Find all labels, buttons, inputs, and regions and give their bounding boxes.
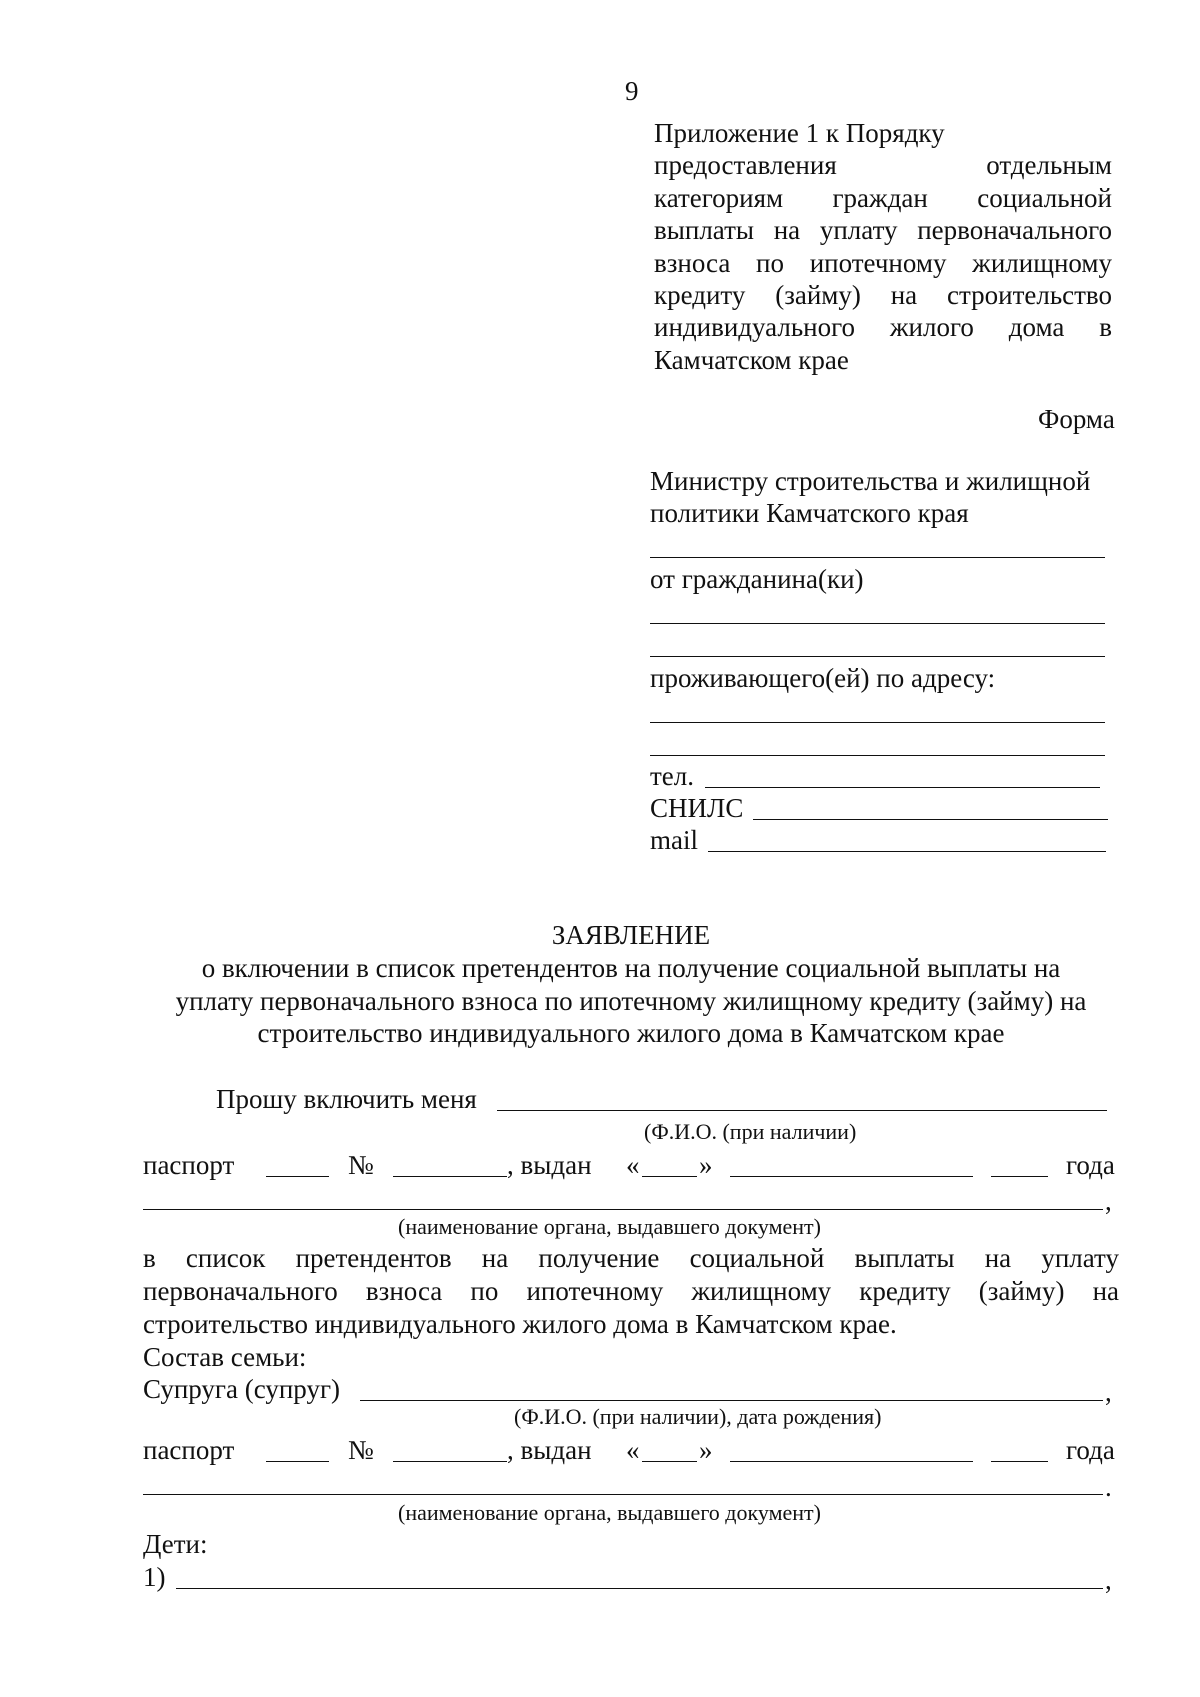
- request-label: Прошу включить меня: [216, 1084, 477, 1114]
- family-label: Состав семьи:: [143, 1342, 307, 1372]
- number-sign: №: [348, 1150, 374, 1180]
- comma: ,: [1105, 1377, 1112, 1407]
- address-label: проживающего(ей) по адресу:: [650, 663, 996, 693]
- children-label: Дети:: [143, 1529, 208, 1559]
- from-citizen-label: от гражданина(ки): [650, 564, 864, 594]
- document-title: ЗАЯВЛЕНИЕ: [551, 920, 711, 950]
- spouse-hint: (Ф.И.О. (при наличии), дата рождения): [514, 1404, 882, 1429]
- tel-field[interactable]: [705, 787, 1100, 788]
- passport-label: паспорт: [143, 1150, 235, 1180]
- address-line[interactable]: [650, 722, 1105, 723]
- issue-day-field[interactable]: [642, 1461, 697, 1462]
- year-label: года: [1066, 1435, 1115, 1465]
- passport-label: паспорт: [143, 1435, 235, 1465]
- appendix-line: Камчатском крае: [654, 345, 849, 375]
- paragraph-line: в список претендентов на получение социальной выплаты на уплату: [143, 1243, 1119, 1273]
- appendix-line: взноса по ипотечному жилищному: [654, 248, 1112, 278]
- issue-year-field[interactable]: [991, 1176, 1048, 1177]
- passport-series-field[interactable]: [266, 1461, 329, 1462]
- citizen-name-line[interactable]: [650, 623, 1105, 624]
- appendix-line: индивидуального жилого дома в: [654, 312, 1112, 342]
- document-subtitle-line: о включении в список претендентов на получение социальной выплаты на: [201, 953, 1061, 983]
- addressee-line: Министру строительства и жилищной: [650, 466, 1091, 496]
- issuer-field[interactable]: [143, 1209, 1103, 1210]
- addressee-blank-line[interactable]: [650, 557, 1105, 558]
- form-label: Форма: [1038, 404, 1115, 434]
- comma: ,: [1105, 1565, 1112, 1595]
- issue-month-field[interactable]: [730, 1461, 973, 1462]
- quote-open: «: [626, 1435, 640, 1465]
- issue-day-field[interactable]: [642, 1176, 697, 1177]
- issuer-hint: (наименование органа, выдавшего документ): [398, 1500, 821, 1525]
- issue-month-field[interactable]: [730, 1176, 973, 1177]
- appendix-line: Приложение 1 к Порядку: [654, 118, 945, 148]
- snils-field[interactable]: [753, 819, 1108, 820]
- number-sign: №: [348, 1435, 374, 1465]
- mail-label: mail: [650, 825, 698, 855]
- quote-close: »: [699, 1150, 713, 1180]
- comma: ,: [1105, 1186, 1112, 1216]
- issued-label: , выдан: [507, 1150, 592, 1180]
- mail-field[interactable]: [708, 851, 1106, 852]
- passport-number-field[interactable]: [393, 1176, 507, 1177]
- paragraph-line: строительство индивидуального жилого дома в Камчатском крае.: [143, 1309, 897, 1339]
- year-label: года: [1066, 1150, 1115, 1180]
- fio-hint: (Ф.И.О. (при наличии): [644, 1119, 857, 1144]
- issued-label: , выдан: [507, 1435, 592, 1465]
- paragraph-line: первоначального взноса по ипотечному жилищному кредиту (займу) на: [143, 1276, 1119, 1306]
- page-number: 9: [625, 76, 639, 106]
- passport-series-field[interactable]: [266, 1176, 329, 1177]
- quote-open: «: [626, 1150, 640, 1180]
- appendix-line: предоставления отдельным: [654, 150, 1112, 180]
- passport-number-field[interactable]: [393, 1461, 507, 1462]
- spouse-label: Супруга (супруг): [143, 1374, 341, 1404]
- issuer-field[interactable]: [143, 1494, 1103, 1495]
- appendix-line: категориям граждан социальной: [654, 183, 1112, 213]
- addressee-line: политики Камчатского края: [650, 498, 969, 528]
- spouse-name-field[interactable]: [360, 1400, 1103, 1401]
- applicant-name-field[interactable]: [497, 1110, 1107, 1111]
- document-subtitle-line: строительство индивидуального жилого дома в Камчатском крае: [257, 1018, 1005, 1048]
- child-1-field[interactable]: [176, 1588, 1103, 1589]
- snils-label: СНИЛС: [650, 793, 744, 823]
- citizen-name-line-2[interactable]: [650, 656, 1105, 657]
- appendix-line: выплаты на уплату первоначального: [654, 215, 1112, 245]
- issue-year-field[interactable]: [991, 1461, 1048, 1462]
- quote-close: »: [699, 1435, 713, 1465]
- document-subtitle-line: уплату первоначального взноса по ипотечному жилищному кредиту (займу) на: [175, 986, 1087, 1016]
- child-1-label: 1): [143, 1562, 166, 1592]
- period: .: [1105, 1472, 1112, 1502]
- tel-label: тел.: [650, 761, 695, 791]
- appendix-line: кредиту (займу) на строительство: [654, 280, 1112, 310]
- issuer-hint: (наименование органа, выдавшего документ): [398, 1214, 821, 1239]
- address-line-2[interactable]: [650, 755, 1105, 756]
